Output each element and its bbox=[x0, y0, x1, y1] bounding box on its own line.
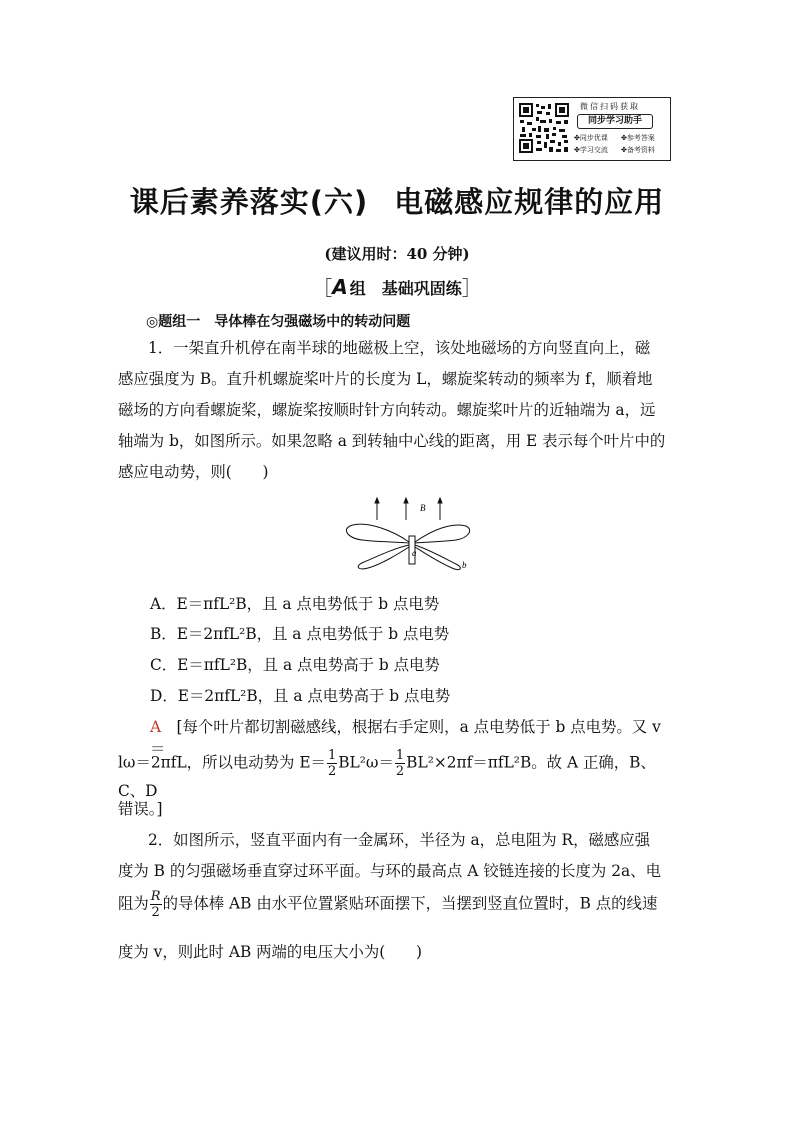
answer-text: lω＝2πfL，所以电动势为 E＝ bbox=[118, 753, 326, 772]
fraction-half: $\frac{1}{2}$ bbox=[327, 748, 337, 779]
propeller-figure bbox=[340, 496, 480, 578]
q2-line-fraction bbox=[118, 889, 676, 923]
q2-line: 度为 v，则此时 AB 两端的电压大小为( ) bbox=[118, 943, 423, 961]
label-a: a bbox=[412, 548, 417, 558]
question-1 bbox=[118, 333, 676, 488]
answer-formula-line bbox=[118, 748, 676, 800]
page-title bbox=[0, 180, 794, 221]
group-bracket-close: ］ bbox=[461, 276, 482, 300]
field-arrow-head bbox=[438, 498, 442, 503]
q1-line: 轴端为 b，如图所示。如果忽略 a 到转轴中心线的距离，用 E 表示每个叶片中的 bbox=[118, 432, 666, 450]
q2-line: 2．如图所示，竖直平面内有一金属环，半径为 a，总电阻为 R，磁感应强 bbox=[148, 831, 651, 849]
label-B: B bbox=[420, 503, 426, 513]
q2-line: 度为 B 的匀强磁场垂直穿过环平面。与环的最高点 A 铰链连接的长度为 2a、电 bbox=[118, 862, 661, 880]
q2-text: 阻为 bbox=[118, 894, 149, 913]
group-letter: A bbox=[332, 275, 348, 299]
answer-text: [每个叶片都切割磁感线，根据右手定则，a 点电势低于 b 点电势。又 v＝ bbox=[150, 718, 661, 758]
fraction-r-half: $\frac{R}{2}$ bbox=[150, 889, 161, 920]
field-arrow-head bbox=[375, 498, 379, 503]
field-arrow-head bbox=[404, 498, 408, 503]
q2-text: 的导体棒 AB 由水平位置紧贴环面摆下，当摆到竖直位置时，B 点的线速 bbox=[162, 894, 658, 913]
option-b[interactable]: B．E＝2πfL²B，且 a 点电势低于 b 点电势 bbox=[150, 625, 450, 643]
label-b: b bbox=[462, 560, 467, 570]
qr-tag: ✤备考资料 bbox=[621, 146, 655, 154]
qr-promo-box[interactable] bbox=[513, 97, 671, 161]
title-topic: 电磁感应规律的应用 bbox=[394, 185, 665, 219]
option-c[interactable]: C．E＝πfL²B，且 a 点电势高于 b 点电势 bbox=[150, 656, 440, 674]
section-heading: ◎题组一 导体棒在匀强磁场中的转动问题 bbox=[146, 314, 411, 330]
answer-text: BL²×2πf＝πfL²B。故 A 正确，B、C、D bbox=[118, 753, 656, 800]
question-2 bbox=[118, 825, 676, 887]
fraction-half: $\frac{1}{2}$ bbox=[395, 748, 405, 779]
study-assistant-button[interactable]: 同步学习助手 bbox=[577, 114, 653, 129]
qr-tag: ✤学习交流 bbox=[574, 146, 608, 154]
qr-tag: ✤同步优课 bbox=[574, 134, 608, 142]
answer-key: A bbox=[150, 718, 162, 736]
group-heading bbox=[0, 272, 794, 301]
answer-text: BL²ω＝ bbox=[338, 753, 394, 772]
answer-end: 错误。] bbox=[118, 800, 163, 818]
q1-line: 磁场的方向看螺旋桨，螺旋桨按顺时针方向转动。螺旋桨叶片的近轴端为 a，远 bbox=[118, 401, 656, 419]
qr-tags bbox=[574, 132, 670, 156]
blade-left-lower bbox=[358, 545, 409, 569]
qr-code-icon[interactable] bbox=[518, 102, 570, 154]
group-label: 组 基础巩固练 bbox=[349, 279, 462, 298]
q1-line: 感应强度为 B。直升机螺旋桨叶片的长度为 L，螺旋桨转动的频率为 f，顺着地 bbox=[118, 370, 653, 388]
q1-line: 1．一架直升机停在南半球的地磁极上空，该处地磁场的方向竖直向上，磁 bbox=[148, 339, 651, 357]
suggested-time: (建议用时：40 分钟) bbox=[324, 245, 470, 263]
option-a[interactable]: A．E＝πfL²B，且 a 点电势低于 b 点电势 bbox=[150, 595, 440, 613]
blade-left-upper bbox=[346, 524, 409, 543]
blade-right-upper bbox=[415, 525, 470, 543]
blade-right-lower bbox=[415, 545, 460, 570]
option-d[interactable]: D．E＝2πfL²B，且 a 点电势高于 b 点电势 bbox=[150, 687, 451, 705]
q1-line: 感应电动势，则( ) bbox=[118, 463, 269, 481]
group-bracket-open: ［ bbox=[312, 276, 333, 300]
title-main: 课后素养落实(六) bbox=[129, 185, 369, 219]
qr-tag: ✤参考答案 bbox=[621, 134, 655, 142]
qr-top-text: 微信扫码获取 bbox=[580, 102, 640, 111]
